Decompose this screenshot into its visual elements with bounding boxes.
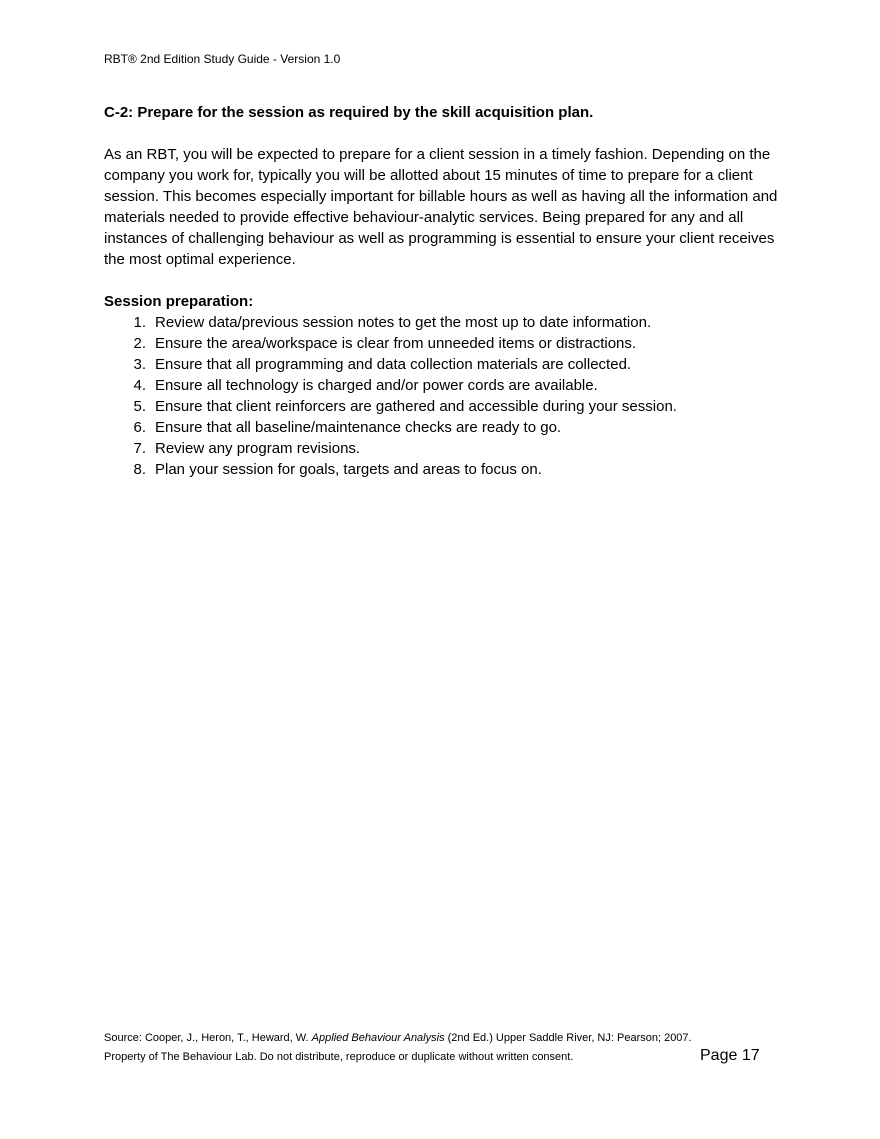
list-item-text: Ensure that all baseline/maintenance checks are ready to go.: [155, 419, 562, 436]
running-header: RBT® 2nd Edition Study Guide - Version 1.0: [104, 52, 341, 66]
list-item-number: 6.: [133, 419, 146, 436]
list-item-text: Plan your session for goals, targets and areas to focus on.: [155, 461, 542, 478]
property-notice: Property of The Behaviour Lab. Do not distribute, reproduce or duplicate without written consent.: [104, 1051, 574, 1063]
list-item-text: Ensure all technology is charged and/or power cords are available.: [155, 377, 598, 394]
list-item: [104, 333, 780, 354]
list-item: [104, 459, 780, 480]
list-item: [104, 354, 780, 375]
list-item-text: Ensure that client reinforcers are gathered and accessible during your session.: [155, 398, 677, 415]
list-item-number: 7.: [133, 440, 146, 457]
list-item-number: 2.: [133, 335, 146, 352]
section-title: C-2: Prepare for the session as required by the skill acquisition plan.: [104, 104, 594, 121]
list-item: [104, 375, 780, 396]
list-item-number: 4.: [133, 377, 146, 394]
page-number: Page 17: [700, 1047, 760, 1064]
source-citation-prefix: Source: Cooper, J., Heron, T., Heward, W.: [104, 1032, 312, 1044]
list-item: [104, 312, 780, 333]
list-item: [104, 438, 780, 459]
list-item-text: Ensure the area/workspace is clear from unneeded items or distractions.: [155, 335, 637, 352]
source-book-title: Applied Behaviour Analysis: [311, 1032, 445, 1044]
list-item: [104, 396, 780, 417]
list-heading: Session preparation:: [104, 293, 254, 310]
source-citation-suffix: (2nd Ed.) Upper Saddle River, NJ: Pearson; 2007.: [444, 1032, 692, 1044]
session-preparation-list: [104, 312, 780, 480]
list-item-text: Ensure that all programming and data collection materials are collected.: [155, 356, 632, 373]
list-item-text: Review any program revisions.: [155, 440, 361, 457]
list-item-number: 8.: [133, 461, 146, 478]
list-item-number: 1.: [133, 314, 146, 331]
intro-paragraph: As an RBT, you will be expected to prepare for a client session in a timely fashion. Depending on the company you work for, typically you will be allotted about 15 minutes of time to prepare for a client session. This becomes especially important for billable hours as well as having all the information and materials needed to provide effective behaviour-analytic services. Being prepared for any and all instances of challenging behaviour as well as programming is essential to ensure your client receives the most optimal experience.: [104, 146, 778, 268]
list-item-number: 3.: [133, 356, 146, 373]
list-item: [104, 417, 780, 438]
source-citation: [104, 1031, 692, 1045]
list-item-number: 5.: [133, 398, 146, 415]
list-item-text: Review data/previous session notes to get the most up to date information.: [155, 314, 652, 331]
document-body: [104, 102, 780, 480]
